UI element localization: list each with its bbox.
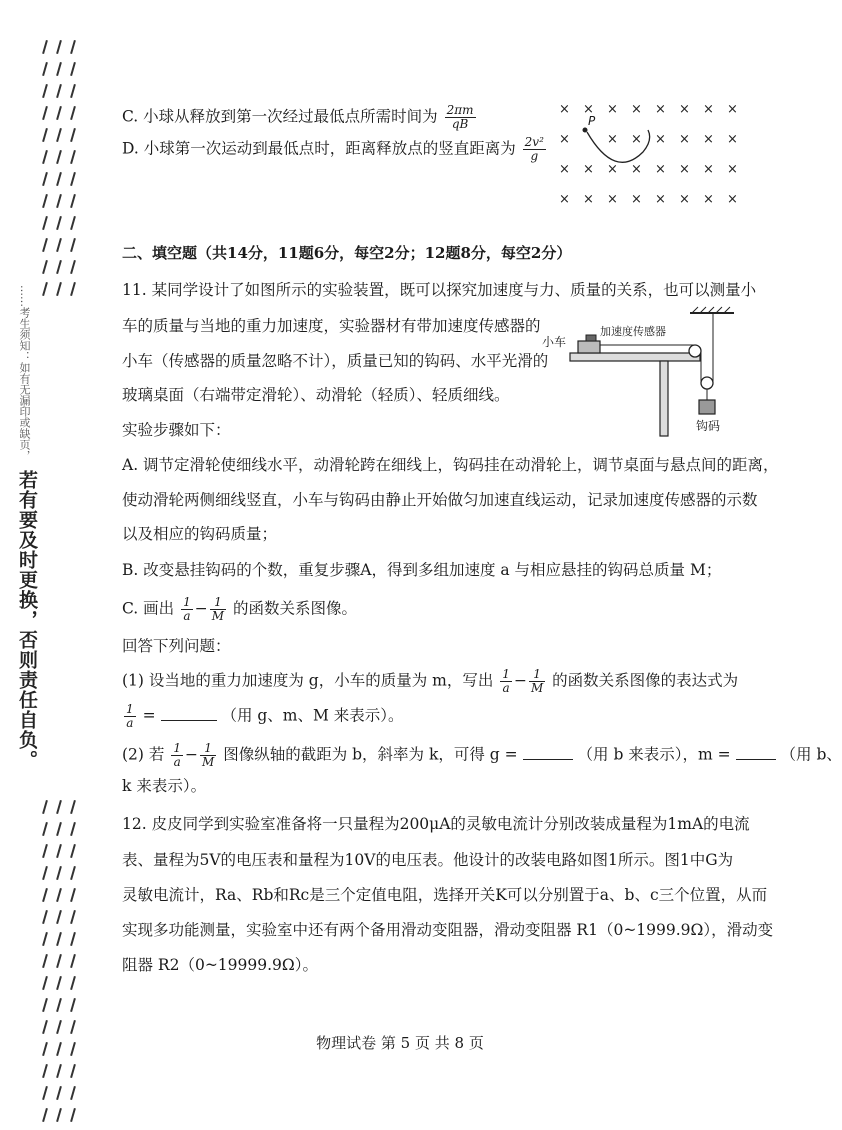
table-top <box>570 353 700 361</box>
frac-num: 1 <box>200 742 216 756</box>
margin-slash <box>56 62 62 76</box>
margin-slash <box>56 150 62 164</box>
field-cross-icon: × <box>655 132 666 147</box>
answer-blank-3[interactable] <box>736 745 776 760</box>
margin-slash <box>56 238 62 252</box>
margin-slash <box>42 1108 48 1122</box>
q11-step-c <box>122 596 357 623</box>
field-cross-icon: × <box>583 162 594 177</box>
q11-step-a-2: 使动滑轮两侧细线竖直，小车与钩码由静止开始做匀加速直线运动，记录加速度传感器的示数 <box>122 491 758 509</box>
margin-slash <box>56 932 62 946</box>
margin-slash <box>42 800 48 814</box>
margin-slash <box>42 976 48 990</box>
q11-line-1: 11. 某同学设计了如图所示的实验装置，既可以探究加速度与力、质量的关系，也可以测量小 <box>122 281 757 299</box>
margin-slash <box>42 1086 48 1100</box>
q11-step-a-1: A. 调节定滑轮使细线水平，动滑轮跨在细线上，钩码挂在动滑轮上，调节桌面与悬点间的距离， <box>122 456 779 474</box>
margin-slash <box>70 822 76 836</box>
option-c-numerator: 2πm <box>446 103 474 117</box>
equals-sign: = <box>142 706 156 725</box>
margin-slash <box>56 866 62 880</box>
field-cross-icon: × <box>631 102 642 117</box>
margin-slash <box>42 282 48 296</box>
frac-1-over-M <box>529 668 545 695</box>
margin-slash <box>56 106 62 120</box>
margin-slash <box>70 1086 76 1100</box>
frac-1-over-a <box>181 596 193 623</box>
margin-slash <box>70 954 76 968</box>
field-cross-icon: × <box>679 132 690 147</box>
frac-num: 1 <box>173 741 181 755</box>
margin-slash <box>70 866 76 880</box>
q12-line-3: 灵敏电流计，Ra、Rb和Rc是三个定值电阻，选择开关K可以分别置于a、b、c三个位置，从而 <box>122 886 768 904</box>
car <box>578 341 600 353</box>
q11-step-b: B. 改变悬挂钩码的个数，重复步骤A，得到多组加速度 a 与相应悬挂的钩码总质量 M； <box>122 561 722 579</box>
margin-slash <box>70 62 76 76</box>
field-cross-icon: × <box>727 102 738 117</box>
option-c-text: C. 小球从释放到第一次经过最低点所需时间为 <box>122 107 438 126</box>
margin-slash <box>42 150 48 164</box>
option-c <box>122 104 478 131</box>
point-p-label: P <box>588 114 596 128</box>
table-leg <box>660 361 668 436</box>
q12-line-4: 实现多功能测量，实验室中还有两个备用滑动变阻器，滑动变阻器 R1（0~1999.9Ω），滑动变 <box>122 921 774 939</box>
margin-slash <box>70 1064 76 1078</box>
option-d-numerator: 2v² <box>524 135 544 149</box>
field-cross-icon: × <box>679 162 690 177</box>
margin-slash <box>56 128 62 142</box>
option-d-denominator: g <box>530 149 539 163</box>
weight-label: 钩码 <box>696 419 721 433</box>
option-d-text: D. 小球第一次运动到最低点时，距离释放点的竖直距离为 <box>122 139 516 158</box>
margin-slash <box>56 260 62 274</box>
margin-slash <box>56 40 62 54</box>
part-2-pre: (2) 若 <box>122 745 165 764</box>
field-cross-icon: × <box>679 102 690 117</box>
margin-slash <box>42 62 48 76</box>
field-cross-icon: × <box>607 132 618 147</box>
section-2-heading: 二、填空题（共14分，11题6分，每空2分；12题8分，每空2分） <box>122 244 572 262</box>
q11-step-a-3: 以及相应的钩码质量； <box>122 525 278 543</box>
margin-slash <box>56 216 62 230</box>
margin-slash <box>70 888 76 902</box>
margin-slash <box>42 106 48 120</box>
field-cross-icon: × <box>583 102 594 117</box>
margin-slash <box>56 172 62 186</box>
frac-1-over-a <box>124 703 136 730</box>
sensor <box>586 335 596 341</box>
release-point <box>583 128 588 133</box>
frac-1-over-M <box>210 596 226 623</box>
margin-slash <box>70 932 76 946</box>
margin-notice: 若有要及时更换，否则责任自负。 <box>16 470 38 770</box>
margin-slash <box>70 106 76 120</box>
frac-num: 1 <box>502 667 510 681</box>
frac-1-over-M <box>200 742 216 769</box>
apparatus-figure <box>540 305 740 440</box>
part-2-hint-1: （用 b 来表示），m = <box>577 745 731 764</box>
step-c-pre: C. 画出 <box>122 599 175 618</box>
margin-slash <box>56 998 62 1012</box>
frac-den: M <box>211 609 225 623</box>
part-1-text: (1) 设当地的重力加速度为 g，小车的质量为 m，写出 <box>122 671 494 690</box>
part-1-post: 的函数关系图像的表达式为 <box>552 671 739 690</box>
field-cross-icon: × <box>703 132 714 147</box>
margin-slash <box>70 238 76 252</box>
option-c-fraction <box>445 104 476 131</box>
field-cross-icon: × <box>607 162 618 177</box>
frac-den: M <box>201 755 215 769</box>
q11-part-1 <box>122 668 738 695</box>
sensor-label: 加速度传感器 <box>600 325 666 338</box>
field-cross-icon: × <box>703 102 714 117</box>
margin-slash <box>42 1064 48 1078</box>
q11-part-1-answer <box>122 703 404 730</box>
margin-slash <box>42 888 48 902</box>
margin-slash <box>70 260 76 274</box>
margin-slash <box>70 800 76 814</box>
field-cross-icon: × <box>727 192 738 207</box>
q12-line-2: 表、量程为5V的电压表和量程为10V的电压表。他设计的改装电路如图1所示。图1中G为 <box>122 851 734 869</box>
q11-line-4: 玻璃桌面（右端带定滑轮）、动滑轮（轻质）、轻质细线。 <box>122 386 510 404</box>
margin-slash <box>56 976 62 990</box>
margin-slash <box>70 216 76 230</box>
field-cross-icon: × <box>655 102 666 117</box>
q11-answer-title: 回答下列问题： <box>122 637 231 655</box>
margin-slash <box>42 260 48 274</box>
margin-slash <box>56 1086 62 1100</box>
frac-den: a <box>502 681 510 695</box>
field-cross-icon: × <box>559 162 570 177</box>
frac-num: 1 <box>210 596 226 610</box>
field-cross-icon: × <box>559 102 570 117</box>
part-2-hint-2: （用 b、 <box>780 745 842 764</box>
field-cross-icon: × <box>607 102 618 117</box>
margin-faint-notice: ……考生须知：如有无漏印或缺页， <box>18 285 31 461</box>
margin-slash <box>70 40 76 54</box>
margin-slash <box>70 976 76 990</box>
step-c-post: 的函数关系图像。 <box>232 599 357 618</box>
margin-slash <box>42 172 48 186</box>
part-2-mid: 图像纵轴的截距为 b，斜率为 k，可得 g = <box>223 745 518 764</box>
margin-slash <box>70 844 76 858</box>
frac-den: M <box>530 681 544 695</box>
option-d-fraction <box>523 136 546 163</box>
field-cross-icon: × <box>607 192 618 207</box>
margin-slash <box>70 1108 76 1122</box>
field-cross-icon: × <box>679 192 690 207</box>
page-footer: 物理试卷 第 5 页 共 8 页 <box>316 1034 484 1052</box>
margin-slash <box>56 888 62 902</box>
q12-line-1: 12. 皮皮同学到实验室准备将一只量程为200μA的灵敏电流计分别改装成量程为1mA的电流 <box>122 815 750 833</box>
margin-slash <box>56 954 62 968</box>
margin-slash <box>56 1064 62 1078</box>
margin-slash <box>70 84 76 98</box>
margin-slash <box>56 910 62 924</box>
margin-slash <box>70 282 76 296</box>
field-cross-icon: × <box>727 132 738 147</box>
answer-blank-2[interactable] <box>523 745 573 760</box>
margin-slash <box>70 998 76 1012</box>
margin-slash <box>42 844 48 858</box>
field-cross-icon: × <box>655 162 666 177</box>
margin-slash <box>70 194 76 208</box>
margin-slash <box>56 84 62 98</box>
option-c-denominator: qB <box>451 117 469 131</box>
margin-slash <box>56 844 62 858</box>
field-cross-icon: × <box>583 192 594 207</box>
q11-steps-title: 实验步骤如下： <box>122 421 231 439</box>
margin-slash <box>70 150 76 164</box>
field-cross-icon: × <box>559 132 570 147</box>
margin-slash <box>56 822 62 836</box>
margin-slash <box>70 172 76 186</box>
margin-slash <box>42 40 48 54</box>
field-cross-icon: × <box>727 162 738 177</box>
field-cross-icon: × <box>631 192 642 207</box>
q11-line-2: 车的质量与当地的重力加速度，实验器材有带加速度传感器的 <box>122 317 541 335</box>
margin-slash <box>42 910 48 924</box>
frac-den: a <box>173 755 181 769</box>
answer-blank-1[interactable] <box>161 706 217 721</box>
q11-line-3: 小车（传感器的质量忽略不计），质量已知的钩码、水平光滑的 <box>122 352 549 370</box>
margin-slash <box>56 282 62 296</box>
minus-sign: − <box>513 671 527 690</box>
margin-slash <box>70 128 76 142</box>
margin-slash <box>42 932 48 946</box>
field-cross-icon: × <box>703 192 714 207</box>
margin-slash <box>56 1108 62 1122</box>
frac-num: 1 <box>126 702 134 716</box>
frac-den: a <box>183 609 191 623</box>
fixed-pulley <box>689 345 701 357</box>
field-cross-icon: × <box>631 162 642 177</box>
margin-slash <box>56 800 62 814</box>
field-cross-icon: × <box>559 192 570 207</box>
margin-slash <box>42 238 48 252</box>
car-label: 小车 <box>542 335 567 349</box>
minus-sign: − <box>194 599 208 618</box>
magnetic-field-figure <box>555 100 755 210</box>
margin-slash <box>42 954 48 968</box>
moving-pulley <box>701 377 713 389</box>
frac-num: 1 <box>529 668 545 682</box>
margin-slash <box>42 866 48 880</box>
frac-1-over-a <box>500 668 512 695</box>
margin-slash <box>42 194 48 208</box>
margin-slash <box>42 822 48 836</box>
margin-slash <box>56 194 62 208</box>
field-cross-icon: × <box>631 132 642 147</box>
margin-slash <box>70 910 76 924</box>
margin-slash <box>42 998 48 1012</box>
option-d <box>122 136 548 163</box>
minus-sign: − <box>184 745 198 764</box>
field-cross-icon: × <box>655 192 666 207</box>
part-1-hint: （用 g、m、M 来表示）。 <box>221 706 404 725</box>
q11-part-2-line-2: k 来表示）。 <box>122 777 207 795</box>
margin-slash <box>42 84 48 98</box>
frac-1-over-a <box>171 742 183 769</box>
margin-slash <box>42 216 48 230</box>
margin-slash <box>42 128 48 142</box>
frac-den: a <box>126 716 134 730</box>
q11-part-2 <box>122 742 842 769</box>
q12-line-5: 阻器 R2（0~19999.9Ω）。 <box>122 956 319 974</box>
weight <box>699 400 715 414</box>
field-cross-icon: × <box>703 162 714 177</box>
frac-num: 1 <box>183 595 191 609</box>
